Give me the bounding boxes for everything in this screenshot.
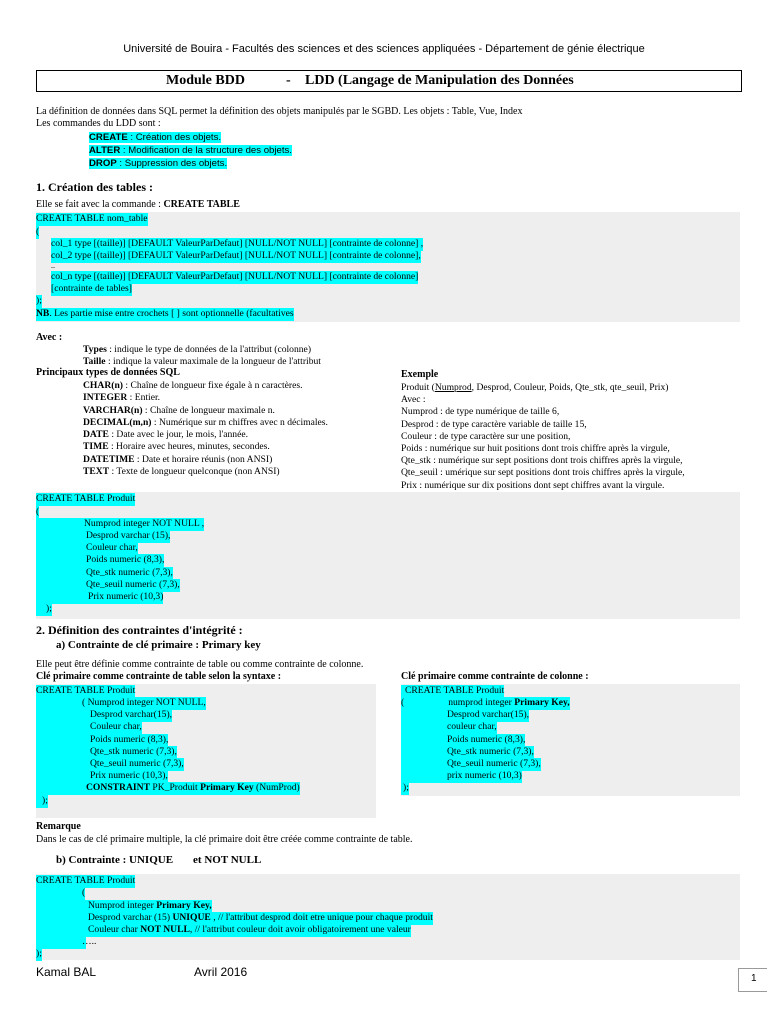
type-item: DATETIME : Date et horaire réunis (non ANSI) — [83, 453, 273, 465]
code-line: ( numprod integer Primary Key, — [401, 697, 570, 708]
exemple-block — [401, 382, 685, 492]
code-line-fill — [36, 936, 86, 949]
syntax-line: col_1 type [(taille)] [DEFAULT ValeurParDefaut] [NULL/NOT NULL] [contrainte de colonne] , — [51, 238, 424, 249]
constraint-line: CONSTRAINT PK_Produit Primary Key (NumProd) — [36, 782, 300, 795]
code-line: Prix numeric (10,3), — [36, 770, 168, 783]
code-ellipsis: ….. — [82, 936, 97, 947]
footer-date: Avril 2016 — [194, 965, 248, 979]
code-line: Numprod integer NOT NULL , — [36, 518, 204, 531]
avec-title: Avec : — [36, 332, 63, 343]
code-line: Couleur char, — [36, 542, 138, 555]
code-line: Poids numeric (8,3), — [401, 734, 525, 747]
code-line: CREATE TABLE Produit — [36, 685, 136, 696]
types-list — [83, 380, 328, 478]
code-line: Desprod varchar (15), — [36, 530, 170, 543]
code-line: Couleur char, — [36, 721, 142, 734]
section-1-title: 1. Création des tables : — [36, 180, 153, 194]
code-line: Qte_stk numeric (7,3), — [36, 746, 177, 759]
code-line: CREATE TABLE Produit — [401, 685, 504, 698]
types-title: Principaux types de données SQL — [36, 367, 180, 378]
type-item: TIME : Horaire avec heures, minutes, secondes. — [83, 441, 270, 453]
code-line: Desprod varchar (15) UNIQUE , // l'attribut desprod doit etre unique pour chaque produit — [36, 912, 433, 925]
code-line: couleur char, — [401, 721, 497, 734]
type-item: VARCHAR(n) : Chaîne de longueur maximale n. — [83, 404, 275, 416]
module-title: Module BDD — [166, 73, 245, 88]
code-line: Poids numeric (8,3), — [36, 734, 168, 747]
exemple-relation: Produit (Numprod, Desprod, Couleur, Poids, Qte_stk, qte_seuil, Prix) — [401, 382, 669, 393]
code-line: Poids numeric (8,3), — [36, 554, 164, 567]
exemple-line: Couleur : de type caractère sur une position, — [401, 430, 571, 442]
exemple-line: Numprod : de type numérique de taille 6, — [401, 406, 560, 418]
code-line: ); — [36, 603, 52, 616]
intro-line-1: La définition de données dans SQL permet la définition des objets manipulés par le SGBD. Les objets : Table, Vue, Index — [36, 106, 523, 117]
syntax-line: [contrainte de tables] — [51, 283, 132, 294]
remarque-text: Dans le cas de clé primaire multiple, la clé primaire doit être créée comme contrainte de table. — [36, 834, 413, 845]
exemple-line: Prix : numérique sur dix positions dont sept chiffres avant la virgule. — [401, 479, 665, 491]
code-line: Couleur char NOT NULL, // l'attribut couleur doit avoir obligatoirement une valeur — [36, 924, 411, 937]
code-line: ); — [403, 782, 409, 793]
exemple-line: Poids : numérique sur huit positions dont trois chiffre après la virgule, — [401, 443, 670, 455]
syntax-line: col_2 type [(taille)] [DEFAULT ValeurParDefaut] [NULL/NOT NULL] [contrainte de colonne], — [51, 250, 421, 261]
exemple-title: Exemple — [401, 369, 439, 380]
code-line: ); — [36, 948, 42, 959]
type-item: CHAR(n) : Chaîne de longueur fixe égale à n caractères. — [83, 380, 303, 391]
module-title-box — [36, 70, 742, 92]
syntax-ellipsis: .. — [51, 261, 55, 270]
type-item: DECIMAL(m,n) : Numérique sur m chiffres avec n décimales. — [83, 416, 328, 428]
section-2a-lead: Elle peut être définie comme contrainte de table ou comme contrainte de colonne. — [36, 659, 364, 670]
command-drop: DROP : Suppression des objets. — [89, 158, 228, 169]
code-line: ); — [36, 795, 48, 808]
page-number: 1 — [751, 973, 757, 984]
pk-column-title: Clé primaire comme contrainte de colonne : — [401, 671, 589, 682]
code-line: CREATE TABLE Produit — [36, 875, 136, 886]
section-2-title: 2. Définition des contraintes d'intégrité : — [36, 623, 243, 637]
title-subject: LDD (Langage de Manipulation des Données — [305, 73, 574, 88]
pk-table-title: Clé primaire comme contrainte de table selon la syntaxe : — [36, 671, 282, 682]
code-line: ( Numprod integer NOT NULL, — [36, 697, 206, 710]
syntax-line: CREATE TABLE nom_table — [36, 213, 148, 224]
code-line: Numprod integer Primary Key, — [36, 900, 212, 913]
code-line: Qte_seuil numeric (7,3), — [36, 579, 180, 592]
exemple-line: Avec : — [401, 394, 426, 406]
command-list — [89, 131, 292, 170]
code-line: CREATE TABLE Produit — [36, 493, 136, 504]
syntax-line: ( — [36, 226, 40, 237]
type-item: TEXT : Texte de longueur quelconque (non ANSI) — [83, 466, 280, 478]
code-line: Qte_seuil numeric (7,3), — [36, 758, 184, 771]
code-line: Qte_seuil numeric (7,3), — [401, 758, 541, 771]
exemple-line: Desprod : de type caractère variable de taille 15, — [401, 418, 587, 430]
create-table-syntax-block — [36, 212, 740, 322]
type-item: DATE : Date avec le jour, le mois, l'année. — [83, 429, 249, 441]
page-header: Université de Bouira - Facultés des sciences et des sciences appliquées - Département de génie électrique — [123, 43, 645, 55]
footer-author: Kamal BAL — [36, 965, 97, 979]
intro-line-2: Les commandes du LDD sont : — [36, 118, 161, 129]
code-line: ( — [36, 506, 40, 517]
code-line: Qte_stk numeric (7,3), — [36, 567, 173, 580]
section-2a-title: a) Contrainte de clé primaire : Primary key — [56, 639, 261, 651]
avec-taille: Taille : indique la valeur maximale de la longueur de l'attribut — [83, 356, 321, 367]
code-line: Desprod varchar(15), — [36, 709, 172, 722]
code-line: Qte_stk numeric (7,3), — [401, 746, 534, 759]
code-line: Desprod varchar(15), — [401, 709, 529, 722]
title-separator: - — [286, 73, 291, 88]
section-1-lead: Elle se fait avec la commande : CREATE TABLE — [36, 199, 240, 210]
page-number-box — [738, 968, 767, 992]
command-create: CREATE : Création des objets. — [89, 132, 222, 143]
code-line: Prix numeric (10,3) — [36, 591, 163, 604]
syntax-line: ); — [36, 295, 42, 306]
exemple-line: Qte_seuil : umérique sur sept positions dont trois chiffres après la virgule, — [401, 467, 685, 479]
code-line: ( — [36, 887, 85, 900]
type-item: INTEGER : Entier. — [83, 392, 161, 404]
command-alter: ALTER : Modification de la structure des objets. — [89, 145, 292, 156]
avec-types: Types : indique le type de données de la l'attribut (colonne) — [83, 344, 312, 355]
remarque-title: Remarque — [36, 821, 81, 832]
syntax-line: col_n type [(taille)] [DEFAULT ValeurParDefaut] [NULL/NOT NULL] [contrainte de colonne] — [51, 271, 419, 282]
nb-note: NB. Les partie mise entre crochets [ ] sont optionnelle (facultatives — [36, 308, 294, 319]
section-2b-title: b) Contrainte : UNIQUE et NOT NULL — [56, 854, 262, 866]
exemple-line: Qte_stk : numérique sur sept positions dont trois chiffres après la virgule, — [401, 455, 683, 467]
code-line: prix numeric (10,3) — [401, 770, 522, 783]
